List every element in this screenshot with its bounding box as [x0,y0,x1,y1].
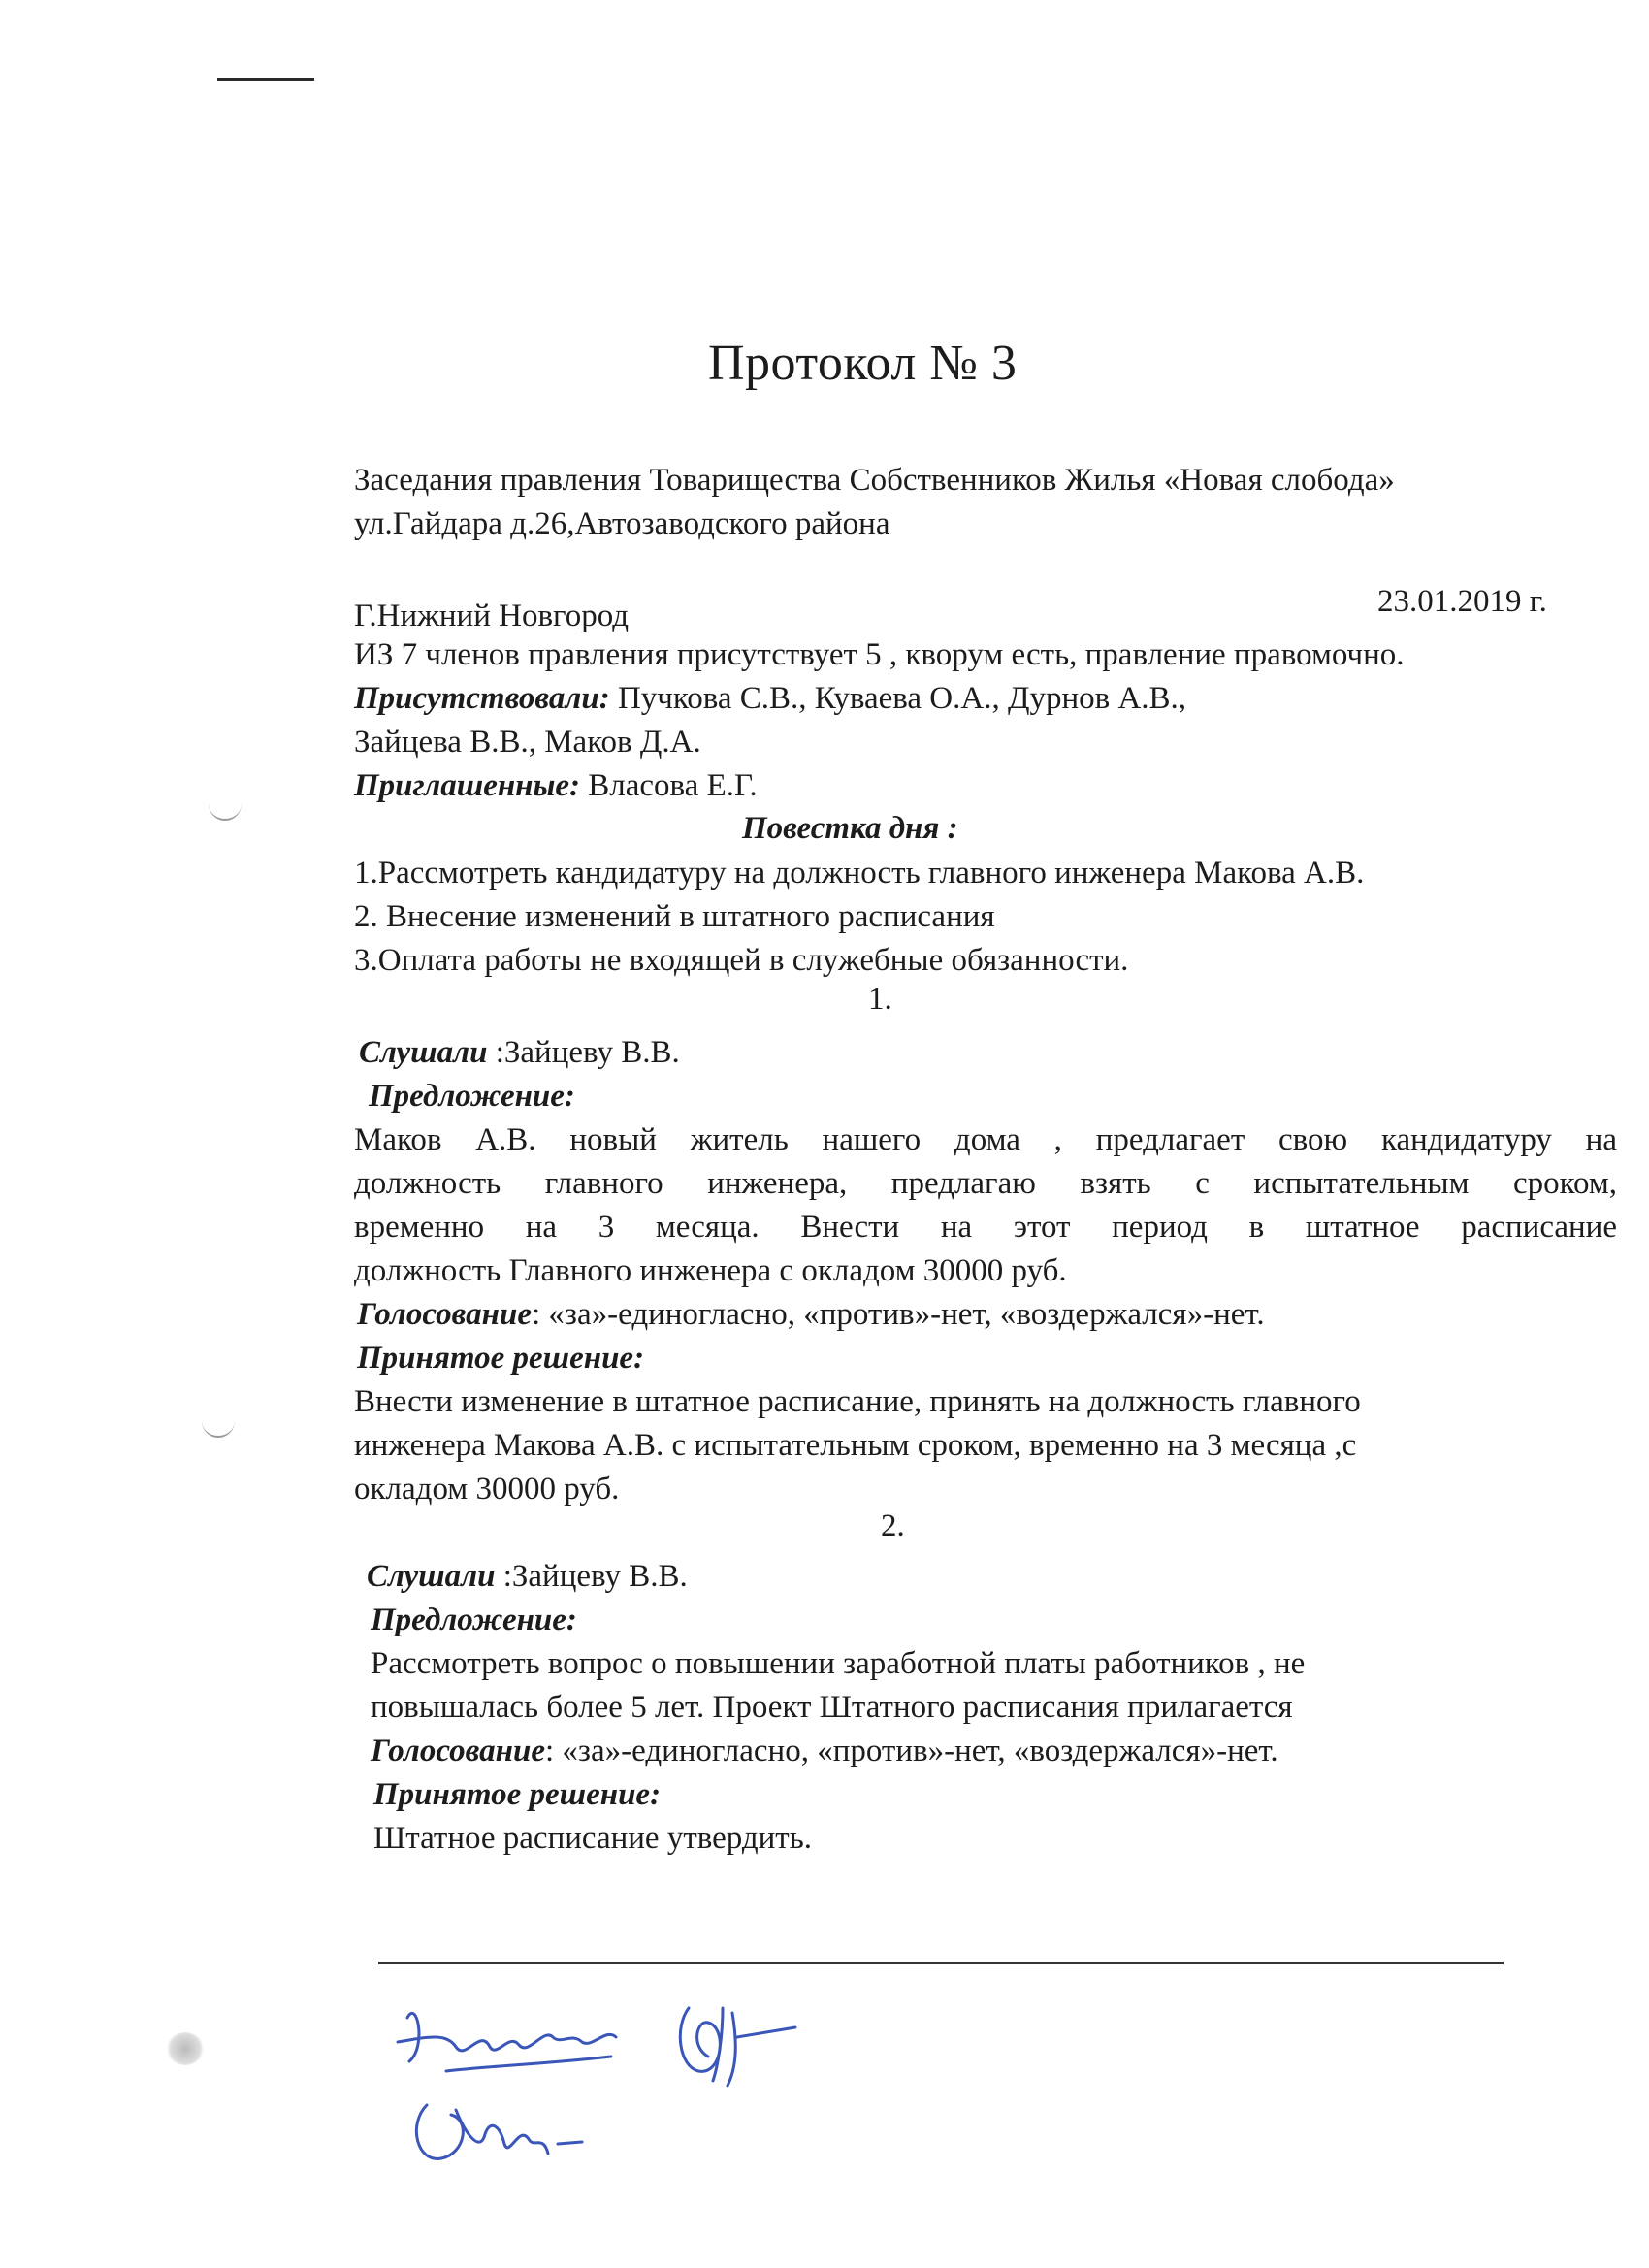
decision-line: окладом 30000 руб. [354,1472,620,1507]
header-line-1: Заседания правления Товарищества Собственников Жилья «Новая слобода» [354,463,1395,498]
agenda-item: 3.Оплата работы не входящей в служебные обязанности. [354,943,1129,978]
signature-3 [416,2105,582,2158]
vote-label: Голосование [371,1733,546,1768]
signatures [388,1989,854,2183]
agenda-item: 2. Внесение изменений в штатного расписания [354,899,995,934]
proposal-label: Предложение: [369,1079,575,1114]
decision-label: Принятое решение: [373,1777,662,1812]
proposal-line: должность главного инженера, предлагаю взять с испытательным сроком, [354,1166,1617,1201]
present-line-1 [354,679,1615,718]
signature-2 [680,2008,795,2086]
vote-line [371,1732,1632,1770]
vote-result: : «за»-единогласно, «против»-нет, «воздержался»-нет. [545,1733,1278,1768]
invited-names: Власова Е.Г. [580,768,758,803]
heard-name: :Зайцеву В.В. [495,1559,688,1594]
signature-1 [398,2013,616,2071]
invited-line [354,766,1615,805]
quorum: ИЗ 7 членов правления присутствует 5 , кворум есть, правление правомочно. [354,637,1405,672]
section-number: 1. [868,982,892,1017]
proposal-line: повышалась более 5 лет. Проект Штатного расписания прилагается [371,1690,1293,1725]
present-label: Присутствовали: [354,681,610,716]
agenda-heading: Повестка дня : [742,811,958,846]
heard-label: Слушали [359,1035,488,1070]
proposal-line: Рассмотреть вопрос о повышении заработной платы работников , не [371,1646,1306,1681]
present-line-2: Зайцева В.В., Маков Д.А. [354,725,701,760]
vote-result: : «за»-единогласно, «против»-нет, «воздержался»-нет. [532,1297,1265,1332]
header-line-2: ул.Гайдара д.26,Автозаводского района [354,506,890,541]
heard-label: Слушали [367,1559,496,1594]
agenda-item: 1.Рассмотреть кандидатуру на должность главного инженера Макова А.В. [354,856,1365,891]
ink-smudge [167,2032,204,2065]
vote-line [357,1295,1618,1334]
decision-line: Внести изменение в штатное расписание, принять на должность главного [354,1384,1361,1419]
punch-hole [202,1418,235,1438]
scan-mark [217,78,314,81]
section-number: 2. [881,1508,905,1543]
decision-line: Штатное расписание утвердить. [373,1821,813,1856]
document-title: Протокол № 3 [708,336,1018,391]
proposal-line: временно на 3 месяца. Внести на этот период в штатное расписание [354,1210,1617,1245]
proposal-label: Предложение: [371,1603,577,1637]
vote-label: Голосование [357,1297,533,1332]
heard-line [359,1033,1620,1072]
decision-label: Принятое решение: [357,1341,645,1376]
heard-line [367,1557,1628,1596]
present-names: Пучкова С.В., Куваева О.А., Дурнов А.В., [609,681,1187,716]
decision-line: инженера Макова А.В. с испытательным сроком, временно на 3 месяца ,с [354,1428,1357,1463]
city: Г.Нижний Новгород [354,599,630,633]
date: 23.01.2019 г. [1377,584,1547,619]
punch-hole [209,801,242,821]
proposal-line: должность Главного инженера с окладом 30000 руб. [354,1253,1067,1288]
heard-name: :Зайцеву В.В. [487,1035,680,1070]
signature-line [378,1962,1504,1964]
proposal-line: Маков А.В. новый житель нашего дома , предлагает свою кандидатуру на [354,1122,1617,1157]
invited-label: Приглашенные: [354,768,581,803]
